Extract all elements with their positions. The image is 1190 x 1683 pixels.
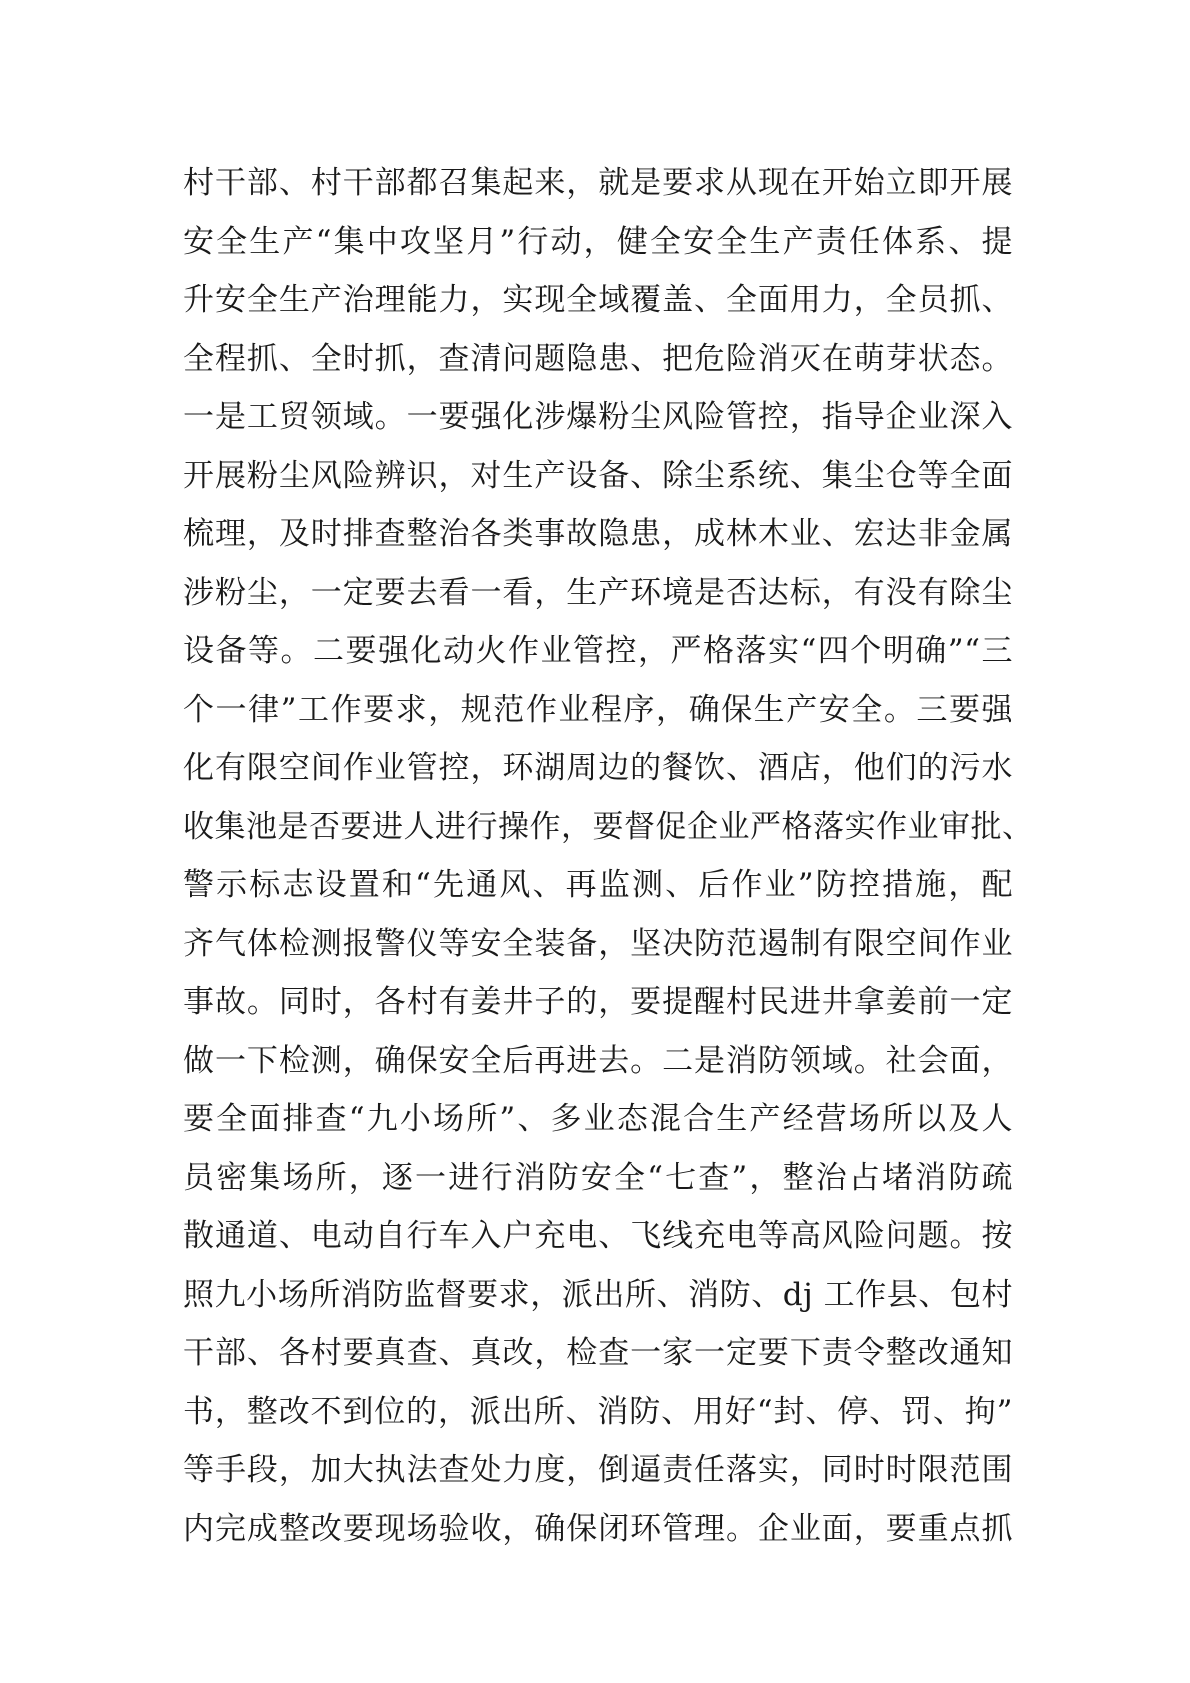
body-text [183, 154, 1034, 1558]
text-line: 齐气体检测报警仪等安全装备，坚决防范遏制有限空间作业 [183, 925, 1013, 962]
text-line: 开展粉尘风险辨识，对生产设备、除尘系统、集尘仓等全面 [183, 457, 1013, 494]
text-line: 全程抓、全时抓，查清问题隐患、把危险消灭在萌芽状态。 [183, 340, 1013, 377]
text-line: 干部、各村要真查、真改，检查一家一定要下责令整改通知 [183, 1335, 1013, 1371]
text-line: 升安全生产治理能力，实现全域覆盖、全面用力，全员抓、 [183, 282, 1013, 318]
text-line: 做一下检测，确保安全后再进去。二是消防领域。社会面， [183, 1042, 1013, 1079]
text-line: 化有限空间作业管控，环湖周边的餐饮、酒店，他们的污水 [183, 750, 1013, 786]
text-line: 梳理，及时排查整治各类事故隐患，成林木业、宏达非金属 [183, 516, 1013, 552]
text-line: 书，整改不到位的，派出所、消防、用好“封、停、罚、拘” [183, 1393, 1013, 1430]
text-line: 涉粉尘，一定要去看一看，生产环境是否达标，有没有除尘 [183, 574, 1013, 611]
text-line: 要全面排查“九小场所”、多业态混合生产经营场所以及人 [183, 1101, 1013, 1137]
text-line: 设备等。二要强化动火作业管控，严格落实“四个明确”“三 [183, 633, 1013, 669]
text-line: 事故。同时，各村有姜井子的，要提醒村民进井拿姜前一定 [183, 984, 1013, 1020]
text-line: 员密集场所，逐一进行消防安全“七查”，整治占堵消防疏 [183, 1159, 1013, 1196]
text-line: 散通道、电动自行车入户充电、飞线充电等高风险问题。按 [183, 1218, 1013, 1254]
text-line: 个一律”工作要求，规范作业程序，确保生产安全。三要强 [183, 691, 1013, 728]
text-line: 村干部、村干部都召集起来，就是要求从现在开始立即开展 [183, 165, 1013, 201]
text-line: 警示标志设置和“先通风、再监测、后作业”防控措施，配 [183, 867, 1013, 903]
text-line: 内完成整改要现场验收，确保闭环管理。企业面，要重点抓 [183, 1510, 1013, 1547]
text-line: 照九小场所消防监督要求，派出所、消防、dj 工作县、包村 [183, 1276, 1013, 1313]
text-line: 收集池是否要进人进行操作，要督促企业严格落实作业审批、 [183, 808, 1034, 845]
text-line: 等手段，加大执法查处力度，倒逼责任落实，同时时限范围 [183, 1452, 1013, 1488]
text-line: 一是工贸领域。一要强化涉爆粉尘风险管控，指导企业深入 [183, 399, 1013, 435]
text-line: 安全生产“集中攻坚月”行动，健全安全生产责任体系、提 [183, 223, 1013, 260]
